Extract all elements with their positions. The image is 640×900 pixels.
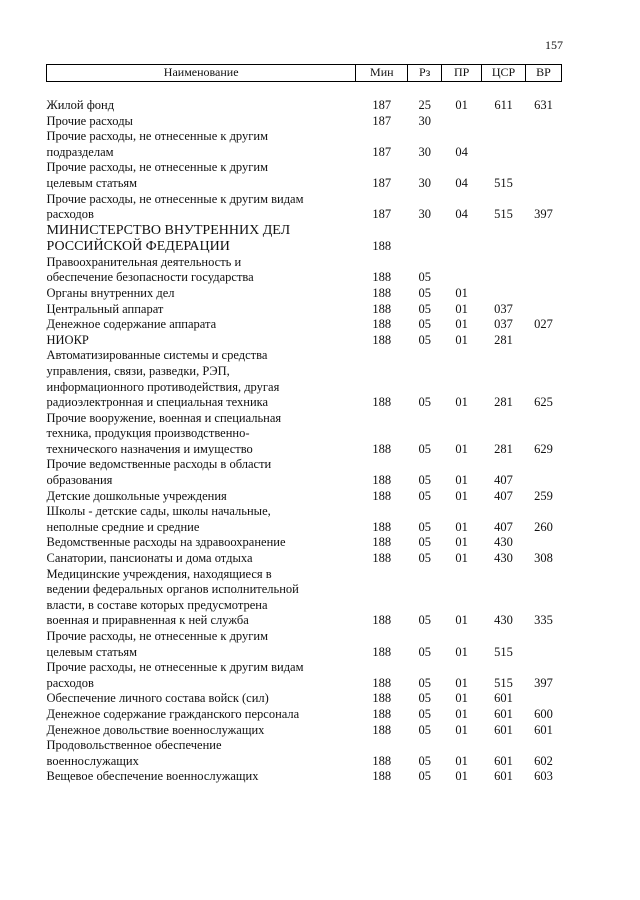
row-name-line: целевым статьям [46, 175, 138, 190]
row-name-line: Санатории, пансионаты и дома отдыха [46, 551, 253, 566]
row-rz: 05 [418, 473, 431, 488]
table-row [47, 317, 562, 333]
row-name-line: радиоэлектронная и специальная техника [46, 395, 269, 410]
table-row [47, 223, 562, 255]
row-rz: 05 [418, 441, 431, 456]
row-pr [442, 223, 482, 255]
row-min: 188 [372, 691, 392, 706]
row-min: 187 [372, 207, 392, 222]
row-pr: 01 [455, 98, 468, 112]
row-rz: 30 [418, 113, 431, 128]
row-csr: 281 [494, 395, 513, 410]
row-csr [482, 114, 526, 130]
row-csr: 515 [494, 175, 513, 190]
row-rz: 05 [418, 285, 431, 300]
table-row [47, 160, 562, 191]
row-rz: 30 [418, 144, 431, 159]
row-min: 188 [372, 395, 392, 410]
row-vr: 397 [534, 207, 553, 222]
row-name [47, 223, 356, 255]
row-name-line: Прочие вооружение, военная и специальная [46, 410, 282, 425]
row-name [47, 723, 356, 739]
row-vr [526, 302, 562, 318]
row-rz: 30 [418, 207, 431, 222]
row-name-line: военнослужащих [46, 753, 139, 768]
row-csr: 430 [494, 613, 513, 628]
row-pr: 01 [455, 395, 468, 410]
row-rz: 05 [418, 753, 431, 768]
row-name-line: Вещевое обеспечение военнослужащих [46, 769, 259, 784]
row-name [47, 192, 356, 223]
row-name [47, 302, 356, 318]
row-name [47, 255, 356, 286]
row-vr: 335 [534, 613, 553, 628]
row-csr [482, 255, 526, 286]
row-vr: 625 [534, 395, 553, 410]
table-row [47, 691, 562, 707]
row-min: 188 [372, 301, 392, 316]
row-csr: 515 [494, 675, 513, 690]
row-name-line: Прочие расходы [46, 113, 133, 128]
row-csr: 281 [494, 332, 513, 347]
row-csr [482, 129, 526, 160]
row-name [47, 411, 356, 458]
table-row [47, 255, 562, 286]
row-pr: 04 [455, 207, 468, 222]
row-csr: 601 [494, 706, 513, 721]
row-vr [526, 114, 562, 130]
row-name-line: МИНИСТЕРСТВО ВНУТРЕННИХ ДЕЛ [46, 222, 291, 238]
row-min: 188 [372, 441, 392, 456]
row-name-line: целевым статьям [46, 644, 138, 659]
row-name [47, 567, 356, 629]
row-pr: 01 [455, 722, 468, 737]
row-csr: 430 [494, 535, 513, 550]
row-pr: 01 [455, 613, 468, 628]
table-row [47, 286, 562, 302]
row-pr: 04 [455, 144, 468, 159]
row-name-line: обеспечение безопасности государства [46, 270, 254, 285]
row-name-line: Школы - детские сады, школы начальные, [46, 504, 271, 519]
row-name-line: Ведомственные расходы на здравоохранение [46, 535, 286, 550]
table-row [47, 535, 562, 551]
row-csr: 430 [494, 551, 513, 566]
row-name-line: Обеспечение личного состава войск (сил) [46, 691, 269, 706]
row-name [47, 629, 356, 660]
row-csr: 407 [494, 488, 513, 503]
row-name-line: военная и приравненная к ней служба [46, 613, 249, 628]
row-pr: 01 [455, 332, 468, 347]
row-name-line: расходов [46, 675, 94, 690]
row-vr [526, 286, 562, 302]
row-rz: 05 [418, 395, 431, 410]
header-pr: ПР [442, 65, 482, 82]
table-row [47, 489, 562, 505]
table-row [47, 769, 562, 785]
row-name-line: технического назначения и имущество [46, 441, 253, 456]
row-pr [442, 114, 482, 130]
table-row [47, 723, 562, 739]
row-csr: 601 [494, 691, 513, 706]
row-name [47, 129, 356, 160]
row-name [47, 457, 356, 488]
row-vr: 259 [534, 488, 553, 503]
row-name-line: Жилой фонд [46, 98, 115, 112]
table-header-row [47, 65, 562, 82]
row-min: 188 [372, 270, 392, 285]
row-min: 187 [372, 98, 392, 112]
spacer-row [47, 82, 562, 99]
row-name [47, 707, 356, 723]
row-rz: 05 [418, 332, 431, 347]
row-vr: 603 [534, 769, 553, 784]
row-pr: 01 [455, 317, 468, 332]
row-vr [526, 223, 562, 255]
row-name [47, 535, 356, 551]
row-name [47, 114, 356, 130]
row-name [47, 489, 356, 505]
row-vr [526, 691, 562, 707]
row-name [47, 660, 356, 691]
row-vr [526, 333, 562, 349]
row-name-line: власти, в составе которых предусмотрена [46, 597, 268, 612]
row-min: 188 [372, 753, 392, 768]
table-row [47, 567, 562, 629]
row-csr: 515 [494, 207, 513, 222]
row-name-line: Прочие расходы, не отнесенные к другим [46, 629, 268, 643]
budget-table [46, 64, 562, 785]
row-pr: 01 [455, 473, 468, 488]
row-name-line: информационного противодействия, другая [46, 379, 280, 394]
row-min: 188 [372, 317, 392, 332]
row-pr: 01 [455, 706, 468, 721]
header-vr: ВР [526, 65, 562, 82]
table-row [47, 333, 562, 349]
row-name-line: Прочие расходы, не отнесенные к другим видам [46, 660, 304, 675]
row-rz: 30 [418, 175, 431, 190]
row-rz: 05 [418, 317, 431, 332]
row-name-line: Прочие расходы, не отнесенные к другим видам [46, 191, 304, 206]
table-row [47, 302, 562, 318]
table-row [47, 660, 562, 691]
row-name [47, 691, 356, 707]
row-vr: 308 [534, 551, 553, 566]
row-min: 187 [372, 113, 392, 128]
row-pr: 01 [455, 675, 468, 690]
row-name-line: Медицинские учреждения, находящиеся в [46, 566, 272, 581]
row-min: 188 [372, 535, 392, 550]
row-name-line: Центральный аппарат [46, 301, 164, 316]
row-rz: 05 [418, 519, 431, 534]
row-vr [526, 535, 562, 551]
row-rz: 05 [418, 722, 431, 737]
row-min: 188 [372, 285, 392, 300]
row-min: 187 [372, 144, 392, 159]
row-name-line: Правоохранительная деятельность и [46, 254, 242, 269]
row-rz: 05 [418, 488, 431, 503]
row-min: 188 [372, 332, 392, 347]
row-min: 188 [372, 488, 392, 503]
row-min: 188 [372, 769, 392, 784]
row-pr: 01 [455, 691, 468, 706]
row-vr: 601 [534, 722, 553, 737]
row-name-line: ведении федеральных органов исполнительной [46, 582, 299, 597]
row-csr: 037 [494, 317, 513, 332]
row-name [47, 98, 356, 114]
row-rz: 05 [418, 644, 431, 659]
table-row [47, 192, 562, 223]
row-csr: 407 [494, 519, 513, 534]
row-name-line: Прочие ведомственные расходы в области [46, 457, 272, 472]
row-vr: 629 [534, 441, 553, 456]
row-name [47, 769, 356, 785]
row-name-line: управления, связи, разведки, РЭП, [46, 363, 230, 378]
row-name-line: Продовольственное обеспечение [46, 738, 222, 753]
row-rz: 05 [418, 301, 431, 316]
table-row [47, 457, 562, 488]
row-min: 188 [372, 519, 392, 534]
row-name [47, 738, 356, 769]
row-rz: 05 [418, 675, 431, 690]
row-rz: 05 [418, 706, 431, 721]
row-pr: 01 [455, 551, 468, 566]
row-vr [526, 129, 562, 160]
row-pr: 01 [455, 644, 468, 659]
header-csr: ЦСР [482, 65, 526, 82]
row-vr: 600 [534, 706, 553, 721]
row-min: 188 [372, 644, 392, 659]
row-csr: 601 [494, 753, 513, 768]
page-number: 157 [545, 38, 563, 52]
row-pr: 01 [455, 535, 468, 550]
row-name-line: расходов [46, 207, 94, 222]
table-row [47, 551, 562, 567]
row-name [47, 286, 356, 302]
row-vr [526, 629, 562, 660]
row-name [47, 333, 356, 349]
row-rz: 05 [418, 769, 431, 784]
row-pr: 01 [455, 753, 468, 768]
row-vr: 027 [534, 317, 553, 332]
row-min: 187 [372, 175, 392, 190]
row-pr: 01 [455, 285, 468, 300]
row-rz: 05 [418, 691, 431, 706]
row-vr [526, 160, 562, 191]
row-name [47, 551, 356, 567]
row-min: 188 [372, 551, 392, 566]
table-row [47, 348, 562, 410]
row-pr: 01 [455, 441, 468, 456]
row-name-line: Органы внутренних дел [46, 285, 175, 300]
table-row [47, 707, 562, 723]
row-min: 188 [372, 675, 392, 690]
row-csr: 037 [494, 301, 513, 316]
row-name-line: техника, продукция производственно- [46, 426, 250, 441]
row-vr: 602 [534, 753, 553, 768]
row-csr [482, 286, 526, 302]
row-rz: 05 [418, 535, 431, 550]
row-name-line: Автоматизированные системы и средства [46, 348, 268, 363]
row-vr [526, 255, 562, 286]
row-csr: 601 [494, 769, 513, 784]
row-name-line: Детские дошкольные учреждения [46, 488, 227, 503]
row-vr: 260 [534, 519, 553, 534]
table-row [47, 114, 562, 130]
row-name-line: РОССИЙСКОЙ ФЕДЕРАЦИИ [46, 238, 230, 254]
header-rz: Рз [408, 65, 442, 82]
table-body [47, 82, 562, 785]
row-pr: 01 [455, 301, 468, 316]
row-csr: 601 [494, 722, 513, 737]
row-csr: 515 [494, 644, 513, 659]
row-pr [442, 255, 482, 286]
row-rz: 25 [418, 98, 431, 112]
table-row [47, 629, 562, 660]
row-min: 188 [372, 722, 392, 737]
header-name: Наименование [47, 65, 356, 82]
row-name [47, 317, 356, 333]
header-min: Мин [356, 65, 408, 82]
row-csr [482, 223, 526, 255]
row-name-line: Прочие расходы, не отнесенные к другим [46, 160, 268, 175]
row-min: 188 [372, 706, 392, 721]
row-name-line: Денежное содержание аппарата [46, 317, 217, 332]
row-csr: 611 [494, 98, 513, 112]
row-rz: 05 [418, 270, 431, 285]
row-name-line: образования [46, 473, 113, 488]
row-min: 188 [372, 613, 392, 628]
row-name [47, 348, 356, 410]
row-vr [526, 457, 562, 488]
row-min: 188 [372, 239, 392, 254]
row-pr: 01 [455, 519, 468, 534]
table-row [47, 411, 562, 458]
row-name-line: неполные средние и средние [46, 519, 200, 534]
row-pr: 04 [455, 175, 468, 190]
row-name-line: Денежное содержание гражданского персонала [46, 706, 300, 721]
row-name-line: подразделам [46, 144, 114, 159]
row-vr: 631 [534, 98, 553, 112]
row-name-line: НИОКР [46, 332, 89, 347]
row-rz: 05 [418, 551, 431, 566]
row-vr: 397 [534, 675, 553, 690]
row-rz [408, 223, 442, 255]
row-name [47, 504, 356, 535]
row-rz: 05 [418, 613, 431, 628]
table-row [47, 504, 562, 535]
row-name-line: Денежное довольствие военнослужащих [46, 722, 265, 737]
row-name-line: Прочие расходы, не отнесенные к другим [46, 129, 268, 144]
table-row [47, 98, 562, 114]
row-pr: 01 [455, 488, 468, 503]
table-row [47, 738, 562, 769]
row-csr: 407 [494, 473, 513, 488]
row-min: 188 [372, 473, 392, 488]
row-csr: 281 [494, 441, 513, 456]
row-name [47, 160, 356, 191]
table-row [47, 129, 562, 160]
row-pr: 01 [455, 769, 468, 784]
